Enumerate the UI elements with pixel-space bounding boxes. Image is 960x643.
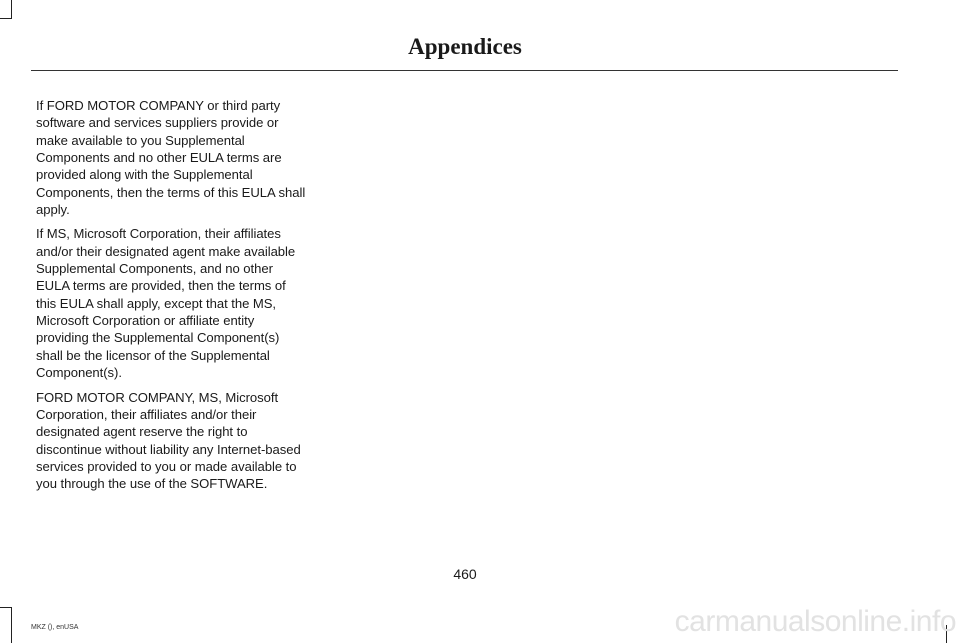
crop-mark-bottom-left-vertical [11, 607, 12, 643]
page-number: 460 [453, 566, 477, 582]
paragraph-service-discontinuation: FORD MOTOR COMPANY, MS, Microsoft Corporation, their affiliates and/or their designated agent reserve the right to discontinue without liability any Internet-based services provided to you or made available to you through the use of the SOFTWARE. [36, 389, 301, 492]
body-column [36, 97, 308, 500]
header-divider [31, 70, 898, 71]
paragraph-supplemental-components-ford: If FORD MOTOR COMPANY or third party software and services suppliers provide or make available to you Supplemental Components and no other EULA terms are provided along with the Supplemental Components, then the terms of this EULA shall apply. [36, 98, 306, 218]
crop-mark-top-left-horizontal [0, 18, 12, 19]
paragraph-supplemental-components-microsoft: If MS, Microsoft Corporation, their affiliates and/or their designated agent make available Supplemental Components, and no other EULA terms are provided, then the terms of this EULA shall apply, except that the MS, Microsoft Corporation or affiliate entity providing the Supplemental Component(s) shall be the licensor of the Supplemental Component(s). [36, 226, 296, 381]
document-code: MKZ (), enUSA [31, 624, 79, 631]
page-title: Appendices [408, 34, 522, 59]
watermark: carmanualsonline.info [674, 605, 956, 638]
crop-mark-top-left-vertical [11, 0, 12, 18]
crop-mark-bottom-left-horizontal [0, 607, 12, 608]
